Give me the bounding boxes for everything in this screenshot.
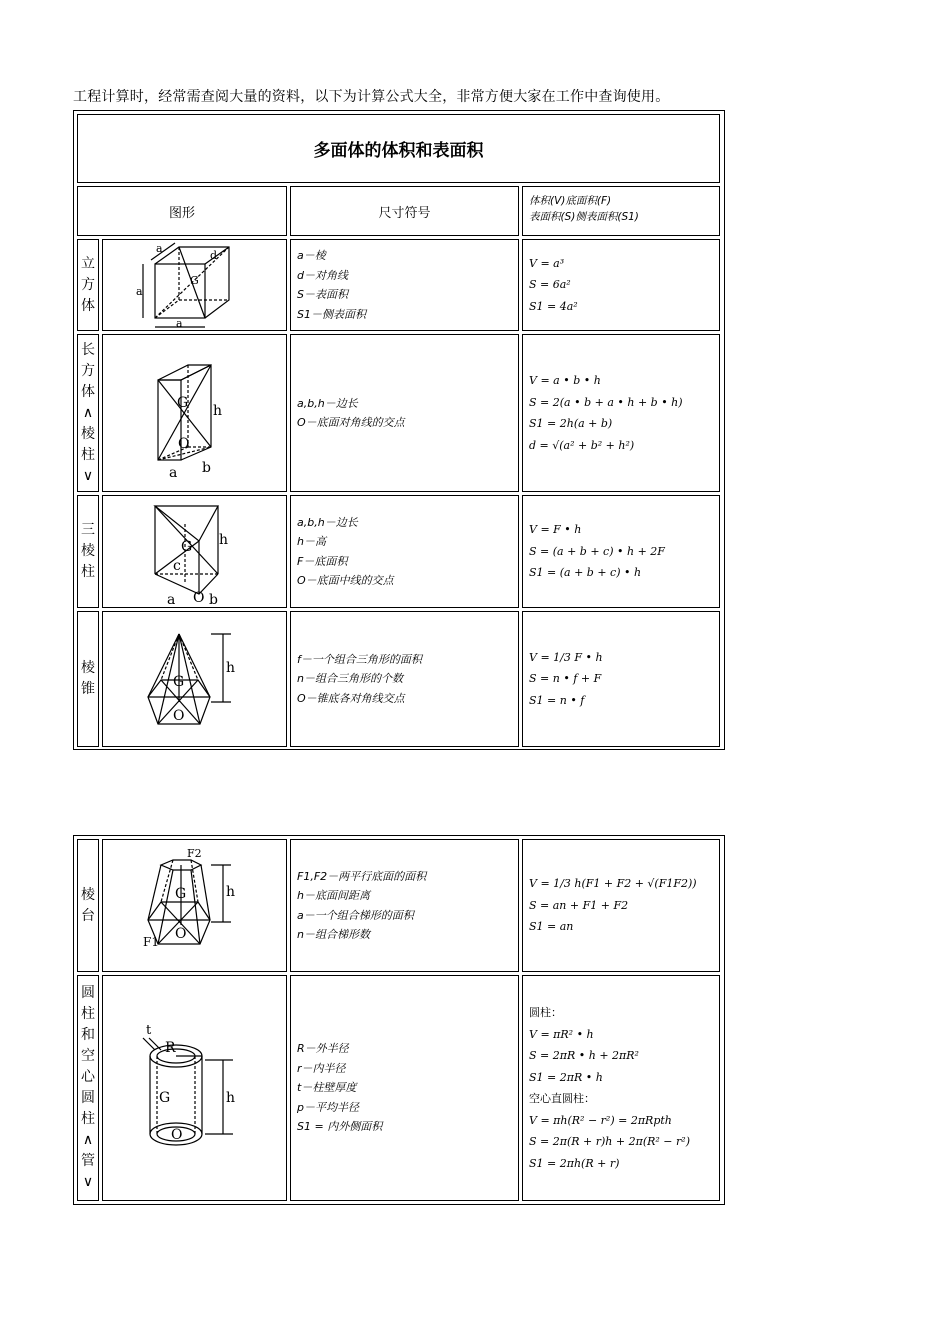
row-name-frustum	[77, 839, 99, 972]
fig-label: h	[226, 884, 236, 900]
formula-line: V = a • b • h	[529, 374, 601, 387]
symbol-line: S1－侧表面积	[297, 307, 366, 321]
name-char: 立	[81, 255, 95, 272]
cube-figure	[102, 239, 287, 331]
header-formula-line2: 表面积(S)侧表面积(S1)	[529, 211, 639, 223]
name-char: ∨	[82, 467, 94, 484]
header-figure: 图形	[77, 186, 287, 236]
name-char: 心	[81, 1069, 95, 1085]
formula-line: V = πR² • h	[529, 1027, 594, 1041]
fig-label: G	[190, 274, 199, 287]
name-char: 台	[81, 907, 95, 924]
fig-label: d	[210, 249, 218, 262]
formula-line: S = 2(a • b + a • h + b • h)	[529, 395, 683, 409]
symbol-line: h－高	[297, 535, 326, 548]
symbol-line: O－底面对角线的交点	[297, 416, 405, 429]
fig-label: t	[146, 1023, 152, 1038]
name-char: 柱	[81, 564, 95, 580]
fig-label: a	[136, 285, 143, 298]
header-formula-line1: 体积(V)底面积(F)	[529, 195, 612, 207]
name-char: ∧	[82, 1132, 94, 1148]
formula-line: d = √(a² + b² + h²)	[529, 438, 635, 452]
fig-label: G	[177, 395, 189, 411]
name-char: 柱	[81, 446, 95, 463]
name-char: 空	[81, 1048, 95, 1064]
symbol-line: O－底面中线的交点	[297, 574, 394, 587]
symbol-line: a,b,h－边长	[297, 515, 358, 529]
symbol-line: d－对角线	[297, 268, 348, 282]
name-char: 锥	[81, 681, 95, 697]
fig-label: c	[173, 558, 181, 574]
symbols-triangular-prism	[290, 495, 519, 608]
name-char: 棱	[81, 660, 95, 676]
name-char: 圆	[81, 1090, 95, 1106]
formulas-cylinder	[522, 975, 720, 1201]
formula-line: S = 2πR • h + 2πR²	[529, 1049, 639, 1062]
formulas-pyramid	[522, 611, 720, 747]
row-name-cube	[77, 239, 99, 331]
cylinder-figure	[102, 975, 287, 1201]
formula-line: S = n • f + F	[529, 672, 602, 686]
fig-label: h	[213, 403, 223, 419]
polyhedra-table-part2	[73, 835, 725, 1205]
fig-label: b	[202, 460, 211, 476]
symbols-cuboid	[290, 334, 519, 492]
header-formulas	[522, 186, 720, 236]
fig-label: a	[176, 317, 183, 330]
fig-label: O	[178, 436, 190, 452]
frustum-figure	[102, 839, 287, 972]
formula-line: 空心直圆柱：	[529, 1092, 595, 1105]
name-char: 柱	[81, 1111, 95, 1127]
symbol-line: r－内半径	[297, 1061, 346, 1075]
formula-line: S1 = n • f	[529, 693, 585, 707]
symbol-line: p－平均半径	[297, 1100, 359, 1114]
symbol-line: S1 = 内外侧面积	[297, 1120, 383, 1134]
fig-label: G	[159, 1090, 171, 1106]
name-char: 方	[81, 362, 95, 379]
polyhedra-table-part1	[73, 110, 725, 750]
fig-label: h	[219, 532, 229, 548]
name-char: 体	[81, 297, 95, 314]
name-char: 棱	[81, 886, 95, 903]
formula-line: S1 = an	[529, 920, 574, 934]
symbol-line: h－底面间距离	[297, 889, 370, 902]
row-name-triangular-prism	[77, 495, 99, 608]
pyramid-figure	[102, 611, 287, 747]
fig-label: a	[156, 242, 163, 255]
formulas-triangular-prism	[522, 495, 720, 608]
fig-label: G	[181, 539, 193, 555]
name-char: 和	[81, 1027, 95, 1043]
name-char: 棱	[81, 425, 95, 442]
fig-label: G	[173, 674, 185, 690]
formula-line: S = an + F1 + F2	[529, 898, 629, 912]
row-name-cuboid	[77, 334, 99, 492]
symbol-line: n－组合三角形的个数	[297, 672, 403, 686]
fig-label: O	[173, 708, 185, 724]
formula-line: V = 1/3 h(F1 + F2 + √(F1F2))	[529, 877, 697, 891]
formula-line: S1 = 4a²	[529, 299, 578, 313]
symbols-frustum	[290, 839, 519, 972]
intro-text: 工程计算时，经常需查阅大量的资料，以下为计算公式大全，非常方便大家在工作中查询使用。	[73, 89, 670, 105]
fig-label: O	[171, 1127, 183, 1143]
name-char: 柱	[81, 1006, 95, 1022]
fig-label: h	[226, 660, 236, 676]
symbol-line: F1,F2－两平行底面的面积	[297, 869, 427, 883]
symbol-line: S－表面积	[297, 288, 348, 301]
symbols-pyramid	[290, 611, 519, 747]
name-char: 三	[81, 522, 95, 538]
symbols-cylinder	[290, 975, 519, 1201]
name-char: ∧	[82, 404, 94, 421]
name-char: 管	[81, 1153, 95, 1169]
fig-label: O	[175, 926, 187, 942]
row-name-cylinder	[77, 975, 99, 1201]
symbol-line: a－一个组合梯形的面积	[297, 908, 414, 922]
fig-label: b	[209, 592, 218, 608]
formula-line: 圆柱：	[529, 1006, 562, 1019]
formula-line: S = (a + b + c) • h + 2F	[529, 544, 665, 558]
formula-line: V = a³	[529, 256, 565, 270]
fig-label: G	[175, 886, 187, 902]
symbol-line: F－底面积	[297, 554, 348, 568]
formula-line: S = 2π(R + r)h + 2π(R² − r²)	[529, 1135, 690, 1148]
fig-label: O	[193, 590, 205, 606]
name-char: 方	[81, 276, 95, 293]
symbol-line: a,b,h－边长	[297, 396, 358, 410]
formulas-frustum	[522, 839, 720, 972]
formula-line: S1 = 2πh(R + r)	[529, 1156, 620, 1170]
row-name-pyramid	[77, 611, 99, 747]
formulas-cuboid	[522, 334, 720, 492]
fig-label: a	[169, 465, 178, 481]
triangular-prism-figure	[102, 495, 287, 608]
cuboid-figure	[102, 334, 287, 492]
symbol-line: n－组合梯形数	[297, 928, 370, 941]
name-char: 体	[81, 383, 95, 400]
symbol-line: O－锥底各对角线交点	[297, 691, 405, 705]
name-char: 长	[81, 341, 95, 358]
formulas-cube	[522, 239, 720, 331]
header-symbols: 尺寸符号	[290, 186, 519, 236]
fig-label: F2	[187, 847, 202, 860]
fig-label: a	[167, 592, 176, 608]
name-char: 棱	[81, 543, 95, 559]
symbol-line: f－一个组合三角形的面积	[297, 652, 422, 666]
formula-line: V = 1/3 F • h	[529, 650, 603, 664]
table-title: 多面体的体积和表面积	[77, 114, 720, 183]
symbols-cube	[290, 239, 519, 331]
symbol-line: a－棱	[297, 249, 326, 262]
fig-label: h	[226, 1090, 236, 1106]
formula-line: S = 6a²	[529, 278, 571, 292]
formula-line: V = F • h	[529, 523, 582, 537]
name-char: ∨	[82, 1174, 94, 1190]
symbol-line: R－外半径	[297, 1042, 349, 1056]
formula-line: S1 = (a + b + c) • h	[529, 566, 642, 580]
fig-label: R	[165, 1040, 176, 1056]
formula-line: S1 = 2πR • h	[529, 1070, 603, 1084]
symbol-line: t－柱壁厚度	[297, 1081, 357, 1095]
formula-line: V = πh(R² − r²) = 2πRpth	[529, 1113, 672, 1127]
formula-line: S1 = 2h(a + b)	[529, 417, 613, 430]
name-char: 圆	[81, 985, 95, 1001]
fig-label: F1	[143, 935, 159, 949]
